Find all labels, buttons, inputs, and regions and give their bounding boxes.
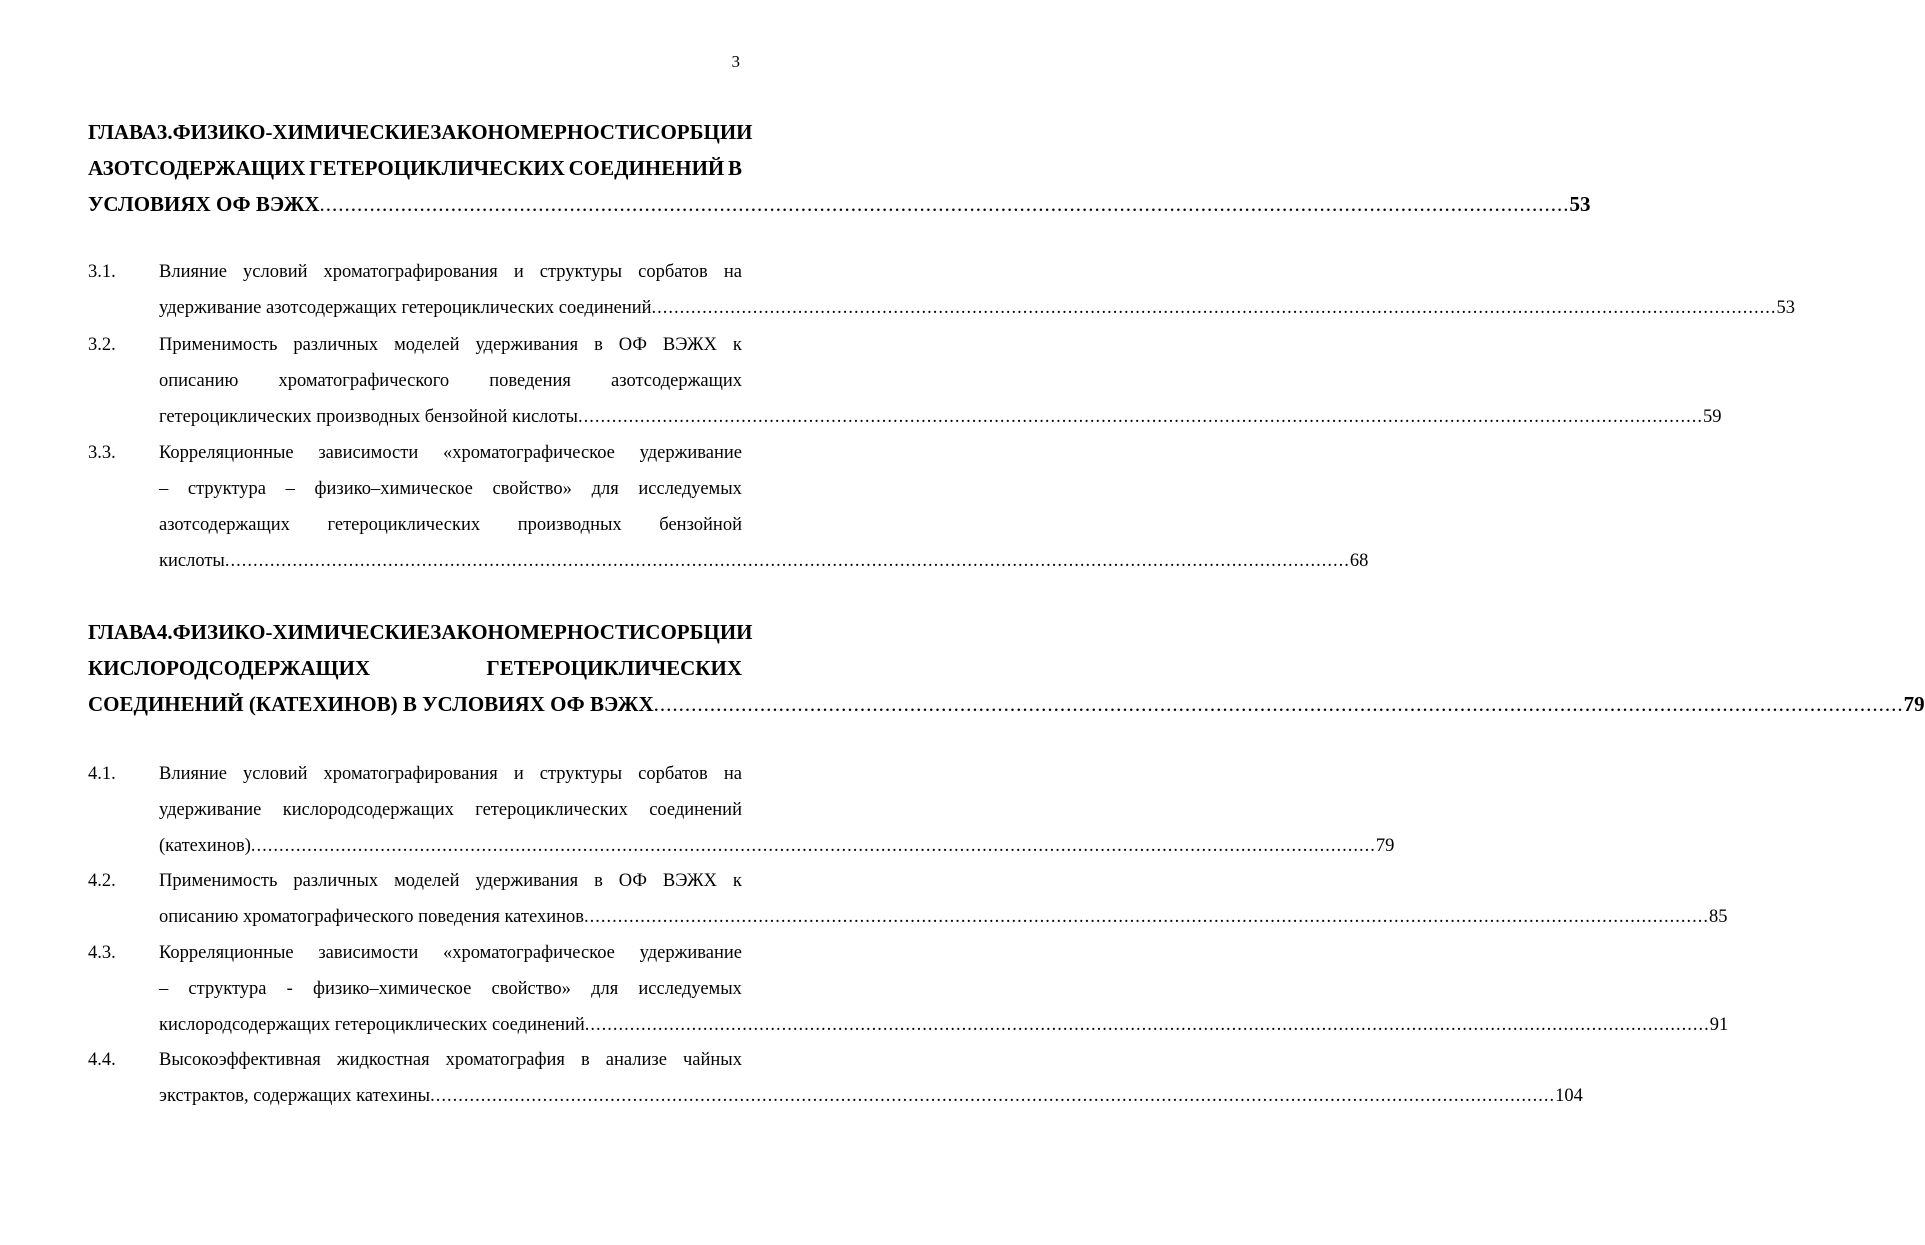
word: для [591, 979, 619, 999]
toc-section-entry [88, 756, 1395, 864]
section-title-line [159, 327, 742, 363]
section-page-number: 79 [1375, 836, 1395, 856]
section-title-line [159, 863, 742, 899]
word: свойство» [491, 979, 571, 999]
section-title [159, 863, 1728, 935]
toc-section-entry [88, 254, 1796, 326]
chapter-leader-line [88, 186, 1591, 222]
word: к [732, 871, 742, 891]
word: Высокоэффективная [159, 1050, 321, 1070]
chapter-page-number: 79 [1903, 692, 1925, 716]
word: структуры [539, 262, 623, 282]
section-number: 4.4. [88, 1050, 116, 1070]
word: поведения [489, 371, 571, 391]
section-title-line [159, 363, 742, 399]
word: соединений [649, 800, 742, 820]
word: исследуемых [638, 979, 742, 999]
word: условий [243, 262, 308, 282]
dot-leader: ........................................................................................................................................................................................................ [651, 298, 1777, 318]
section-title-line [159, 471, 742, 507]
chapter-heading [88, 614, 1925, 722]
word: ОФ [618, 335, 647, 355]
word: Применимость [159, 335, 278, 355]
section-title-line [159, 971, 742, 1007]
section-page-number: 91 [1709, 1015, 1729, 1035]
section-title [159, 1042, 1583, 1114]
chapter-title-line [88, 150, 742, 186]
dot-leader: ........................................................................................................................................................................................................ [584, 1015, 1710, 1035]
word: ГЛАВА [88, 620, 157, 644]
word: удерживания [475, 871, 579, 891]
toc-section-entry [88, 863, 1728, 935]
dot-leader: ........................................................................................................................................................................................................ [319, 192, 1570, 216]
word: ГЕТЕРОЦИКЛИЧЕСКИХ [309, 156, 565, 180]
section-title-end: кислоты [159, 551, 225, 571]
section-title [159, 254, 1796, 326]
word: исследуемых [638, 479, 742, 499]
word: СОРБЦИИ [645, 620, 753, 644]
section-title [159, 756, 1395, 864]
section-number: 3.2. [88, 335, 116, 355]
chapter-title-line [88, 650, 742, 686]
word: и [513, 262, 524, 282]
section-title-end: кислородсодержащих гетероциклических соединений [159, 1015, 585, 1035]
section-leader-line [159, 399, 1722, 435]
chapter-title-end: УСЛОВИЯХ ОФ ВЭЖХ [88, 192, 320, 216]
word: физико–химическое [313, 979, 472, 999]
dot-leader: ........................................................................................................................................................................................................ [584, 907, 1710, 927]
word: свойство» [492, 479, 572, 499]
word: Влияние [159, 764, 227, 784]
word: ФИЗИКО-ХИМИЧЕСКИЕ [172, 120, 431, 144]
word: - [286, 979, 293, 999]
word: ГЛАВА [88, 120, 157, 144]
word: Влияние [159, 262, 227, 282]
word: структуры [539, 764, 623, 784]
section-title-line [159, 792, 742, 828]
word: ЗАКОНОМЕРНОСТИ [430, 120, 646, 144]
section-leader-line [159, 1007, 1729, 1043]
section-page-number: 59 [1702, 407, 1722, 427]
word: в [594, 871, 603, 891]
section-page-number: 104 [1555, 1086, 1583, 1106]
word: кислородсодержащих [282, 800, 454, 820]
word: ОФ [618, 871, 647, 891]
word: удерживание [639, 443, 742, 463]
word: ГЕТЕРОЦИКЛИЧЕСКИХ [486, 656, 742, 680]
word: анализе [605, 1050, 667, 1070]
section-title-line [159, 935, 742, 971]
section-number: 4.1. [88, 764, 116, 784]
word: АЗОТСОДЕРЖАЩИХ [88, 156, 306, 180]
section-page-number: 85 [1709, 907, 1728, 927]
word: азотсодержащих [159, 515, 290, 535]
section-title-end: гетероциклических производных бензойной кислоты [159, 407, 578, 427]
section-title-end: экстрактов, содержащих катехины [159, 1086, 431, 1106]
chapter-title-line [88, 114, 753, 150]
word: Корреляционные [159, 443, 294, 463]
word: зависимости [318, 443, 419, 463]
section-title-end: описанию хроматографического поведения катехинов [159, 907, 585, 927]
word: – [159, 979, 169, 999]
word: – [159, 479, 169, 499]
toc-section-entry [88, 327, 1722, 435]
section-title-line [159, 507, 742, 543]
word: в [594, 335, 603, 355]
word: чайных [682, 1050, 742, 1070]
word: СОРБЦИИ [645, 120, 753, 144]
dot-leader: ........................................................................................................................................................................................................ [577, 407, 1703, 427]
word: для [591, 479, 619, 499]
word: Применимость [159, 871, 278, 891]
section-title-end: (катехинов) [159, 836, 251, 856]
word: ВЭЖХ [662, 871, 717, 891]
word: моделей [394, 335, 460, 355]
word: хроматография [445, 1050, 565, 1070]
section-number: 4.3. [88, 943, 116, 963]
word: структура [187, 479, 266, 499]
chapter-title-end: СОЕДИНЕНИЙ (КАТЕХИНОВ) В УСЛОВИЯХ ОФ ВЭЖХ [88, 692, 654, 716]
section-title [159, 435, 1369, 579]
dot-leader: ........................................................................................................................................................................................................ [430, 1086, 1556, 1106]
word: удерживание [639, 943, 742, 963]
word: сорбатов [638, 764, 708, 784]
word: различных [293, 871, 379, 891]
section-title-line [159, 1042, 742, 1078]
section-title [159, 327, 1722, 435]
word: гетероциклических [327, 515, 481, 535]
section-title [159, 935, 1729, 1043]
chapter-heading [88, 114, 1591, 222]
toc-section-entry [88, 435, 1369, 579]
word: структура [188, 979, 267, 999]
word: различных [293, 335, 379, 355]
dot-leader: ........................................................................................................................................................................................................ [224, 551, 1350, 571]
word: моделей [394, 871, 460, 891]
chapter-leader-line [88, 686, 1925, 722]
word: КИСЛОРОДСОДЕРЖАЩИХ [88, 656, 371, 680]
word: сорбатов [638, 262, 708, 282]
toc-section-entry [88, 935, 1729, 1043]
chapter-title-line [88, 614, 753, 650]
section-leader-line [159, 1078, 1583, 1114]
word: на [723, 764, 742, 784]
dot-leader: ........................................................................................................................................................................................................ [250, 836, 1376, 856]
word: «хроматографическое [442, 943, 615, 963]
section-leader-line [159, 899, 1728, 935]
section-number: 3.3. [88, 443, 116, 463]
section-leader-line [159, 543, 1369, 579]
word: – [285, 479, 295, 499]
section-title-line [159, 756, 742, 792]
word: зависимости [318, 943, 419, 963]
word: «хроматографическое [442, 443, 615, 463]
word: к [732, 335, 742, 355]
word: удерживания [475, 335, 579, 355]
dot-leader: ........................................................................................................................................................................................................ [653, 692, 1904, 716]
word: условий [243, 764, 308, 784]
word: ВЭЖХ [662, 335, 717, 355]
section-title-end: удерживание азотсодержащих гетероциклических соединений [159, 298, 652, 318]
word: гетероциклических [475, 800, 628, 820]
section-number: 4.2. [88, 871, 116, 891]
word: описанию [159, 371, 239, 391]
word: хроматографирования [323, 764, 498, 784]
section-title-line [159, 254, 742, 290]
word: СОЕДИНЕНИЙ [568, 156, 725, 180]
word: В [727, 156, 742, 180]
word: хроматографирования [323, 262, 498, 282]
word: на [723, 262, 742, 282]
section-number: 3.1. [88, 262, 116, 282]
word: и [513, 764, 524, 784]
word: 4. [156, 620, 173, 644]
word: бензойной [659, 515, 742, 535]
section-leader-line [159, 828, 1395, 864]
page-number: 3 [731, 52, 740, 71]
word: азотсодержащих [611, 371, 742, 391]
word: ФИЗИКО-ХИМИЧЕСКИЕ [172, 620, 431, 644]
word: хроматографического [278, 371, 450, 391]
word: удерживание [159, 800, 262, 820]
toc-section-entry [88, 1042, 1583, 1114]
word: Корреляционные [159, 943, 294, 963]
word: производных [517, 515, 622, 535]
section-title-line [159, 435, 742, 471]
word: ЗАКОНОМЕРНОСТИ [430, 620, 646, 644]
section-page-number: 68 [1349, 551, 1369, 571]
word: в [580, 1050, 590, 1070]
section-leader-line [159, 290, 1796, 326]
word: жидкостная [336, 1050, 430, 1070]
word: 3. [156, 120, 173, 144]
word: физико–химическое [314, 479, 473, 499]
section-page-number: 53 [1776, 298, 1796, 318]
chapter-page-number: 53 [1569, 192, 1591, 216]
